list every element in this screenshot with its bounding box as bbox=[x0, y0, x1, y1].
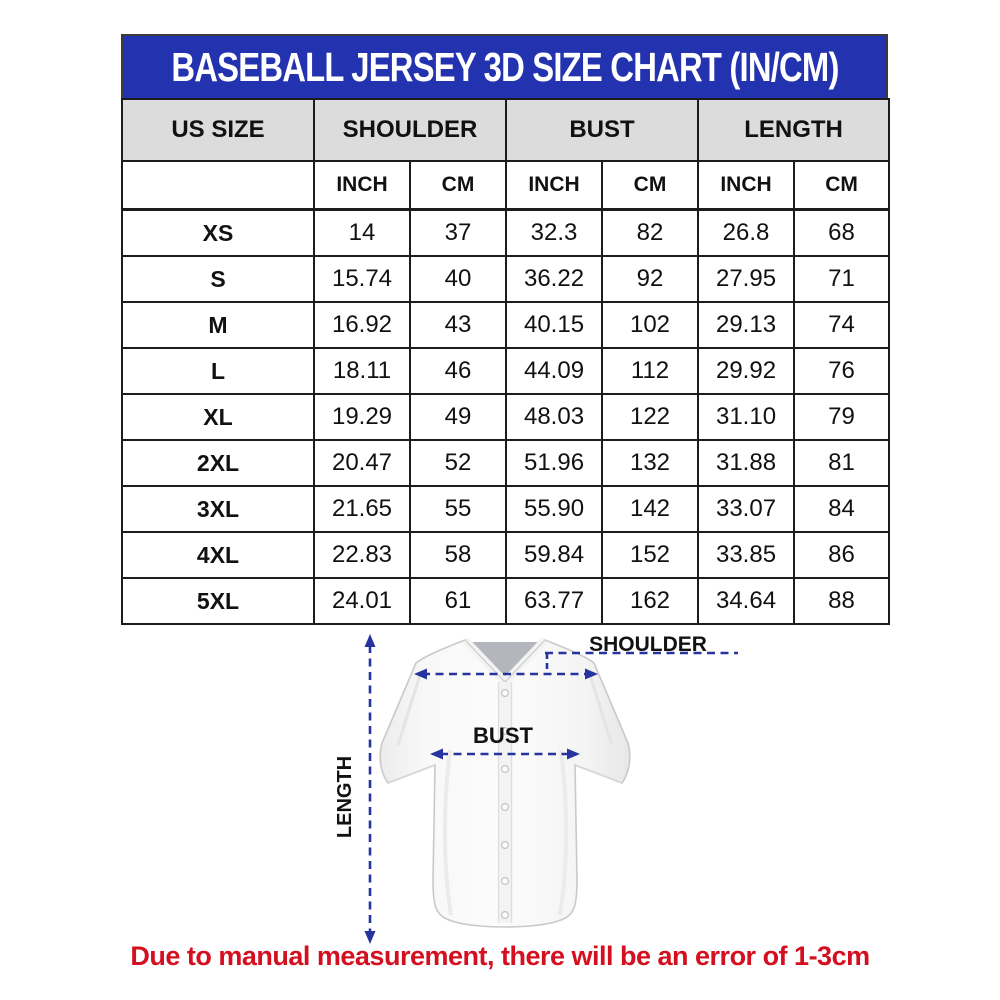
shoulder-inch-cell: 21.65 bbox=[314, 486, 410, 532]
bust-inch-cell: 63.77 bbox=[506, 578, 602, 624]
shoulder-cm-cell: 61 bbox=[410, 578, 506, 624]
bust-cm-cell: 82 bbox=[602, 210, 698, 257]
length-inch-cell: 31.88 bbox=[698, 440, 794, 486]
size-label-cell: M bbox=[122, 302, 314, 348]
table-row bbox=[122, 394, 889, 440]
shoulder-inch-cell: 22.83 bbox=[314, 532, 410, 578]
shoulder-cm-cell: 43 bbox=[410, 302, 506, 348]
length-cm-cell: 76 bbox=[794, 348, 889, 394]
bust-inch-cell: 48.03 bbox=[506, 394, 602, 440]
bust-inch-cell: 36.22 bbox=[506, 256, 602, 302]
shoulder-cm-cell: 37 bbox=[410, 210, 506, 257]
length-arrowhead-top bbox=[365, 634, 376, 647]
bust-label: BUST bbox=[473, 723, 533, 748]
bust-cm-cell: 132 bbox=[602, 440, 698, 486]
shoulder-cm-cell: 52 bbox=[410, 440, 506, 486]
size-table-body bbox=[122, 99, 889, 624]
shoulder-cm-cell: 46 bbox=[410, 348, 506, 394]
bust-inch-cell: 44.09 bbox=[506, 348, 602, 394]
bust-cm-cell: 142 bbox=[602, 486, 698, 532]
length-inch-cell: 29.13 bbox=[698, 302, 794, 348]
bust-cm-cell: 112 bbox=[602, 348, 698, 394]
length-inch-cell: 29.92 bbox=[698, 348, 794, 394]
length-cm-cell: 88 bbox=[794, 578, 889, 624]
measurement-error-note: Due to manual measurement, there will be an error of 1-3cm bbox=[130, 941, 870, 971]
size-chart-block bbox=[121, 34, 888, 625]
table-row bbox=[122, 256, 889, 302]
length-inch-cell: 33.85 bbox=[698, 532, 794, 578]
size-label-cell: 2XL bbox=[122, 440, 314, 486]
chart-title-bar bbox=[121, 34, 888, 98]
length-cm-cell: 74 bbox=[794, 302, 889, 348]
table-row bbox=[122, 348, 889, 394]
shoulder-inch-cell: 20.47 bbox=[314, 440, 410, 486]
shoulder-cm-cell: 55 bbox=[410, 486, 506, 532]
table-row bbox=[122, 486, 889, 532]
size-label-cell: 3XL bbox=[122, 486, 314, 532]
shoulder-cm-cell: 49 bbox=[410, 394, 506, 440]
size-label-cell: XL bbox=[122, 394, 314, 440]
col-header-us-size: US SIZE bbox=[122, 99, 314, 161]
button-placket bbox=[499, 682, 512, 923]
table-row bbox=[122, 578, 889, 624]
bust-cm-cell: 162 bbox=[602, 578, 698, 624]
unit-header-cell: CM bbox=[794, 161, 889, 210]
unit-header-cell: INCH bbox=[314, 161, 410, 210]
bust-cm-cell: 152 bbox=[602, 532, 698, 578]
size-label-cell: S bbox=[122, 256, 314, 302]
shoulder-inch-cell: 14 bbox=[314, 210, 410, 257]
baseball-jersey-image bbox=[380, 640, 630, 927]
length-cm-cell: 79 bbox=[794, 394, 889, 440]
table-row bbox=[122, 440, 889, 486]
length-inch-cell: 33.07 bbox=[698, 486, 794, 532]
shoulder-inch-cell: 24.01 bbox=[314, 578, 410, 624]
length-cm-cell: 86 bbox=[794, 532, 889, 578]
unit-header-cell: CM bbox=[602, 161, 698, 210]
bust-cm-cell: 92 bbox=[602, 256, 698, 302]
unit-header-blank-cell bbox=[122, 161, 314, 210]
size-label-cell: XS bbox=[122, 210, 314, 257]
length-label: LENGTH bbox=[334, 755, 356, 839]
size-label-cell: 4XL bbox=[122, 532, 314, 578]
col-header-shoulder: SHOULDER bbox=[314, 99, 506, 161]
table-row bbox=[122, 302, 889, 348]
length-inch-cell: 26.8 bbox=[698, 210, 794, 257]
bust-inch-cell: 40.15 bbox=[506, 302, 602, 348]
table-row bbox=[122, 532, 889, 578]
length-cm-cell: 71 bbox=[794, 256, 889, 302]
bust-inch-cell: 51.96 bbox=[506, 440, 602, 486]
length-cm-cell: 81 bbox=[794, 440, 889, 486]
bust-cm-cell: 122 bbox=[602, 394, 698, 440]
table-row bbox=[122, 210, 889, 257]
table-unit-header-row bbox=[122, 161, 889, 210]
shoulder-cm-cell: 40 bbox=[410, 256, 506, 302]
shoulder-cm-cell: 58 bbox=[410, 532, 506, 578]
shoulder-inch-cell: 16.92 bbox=[314, 302, 410, 348]
shoulder-label: SHOULDER bbox=[589, 633, 707, 656]
table-group-header-row bbox=[122, 99, 889, 161]
shoulder-inch-cell: 15.74 bbox=[314, 256, 410, 302]
bust-cm-cell: 102 bbox=[602, 302, 698, 348]
size-label-cell: L bbox=[122, 348, 314, 394]
bust-inch-cell: 32.3 bbox=[506, 210, 602, 257]
unit-header-cell: CM bbox=[410, 161, 506, 210]
size-label-cell: 5XL bbox=[122, 578, 314, 624]
length-cm-cell: 68 bbox=[794, 210, 889, 257]
unit-header-cell: INCH bbox=[506, 161, 602, 210]
shoulder-inch-cell: 18.11 bbox=[314, 348, 410, 394]
col-header-length: LENGTH bbox=[698, 99, 889, 161]
length-cm-cell: 84 bbox=[794, 486, 889, 532]
bust-inch-cell: 59.84 bbox=[506, 532, 602, 578]
chart-title: BASEBALL JERSEY 3D SIZE CHART (IN/CM) bbox=[170, 43, 839, 90]
length-inch-cell: 34.64 bbox=[698, 578, 794, 624]
length-inch-cell: 27.95 bbox=[698, 256, 794, 302]
col-header-bust: BUST bbox=[506, 99, 698, 161]
bust-inch-cell: 55.90 bbox=[506, 486, 602, 532]
unit-header-cell: INCH bbox=[698, 161, 794, 210]
shoulder-inch-cell: 19.29 bbox=[314, 394, 410, 440]
size-table bbox=[121, 98, 890, 625]
length-inch-cell: 31.10 bbox=[698, 394, 794, 440]
jersey-measurement-diagram bbox=[120, 625, 890, 945]
